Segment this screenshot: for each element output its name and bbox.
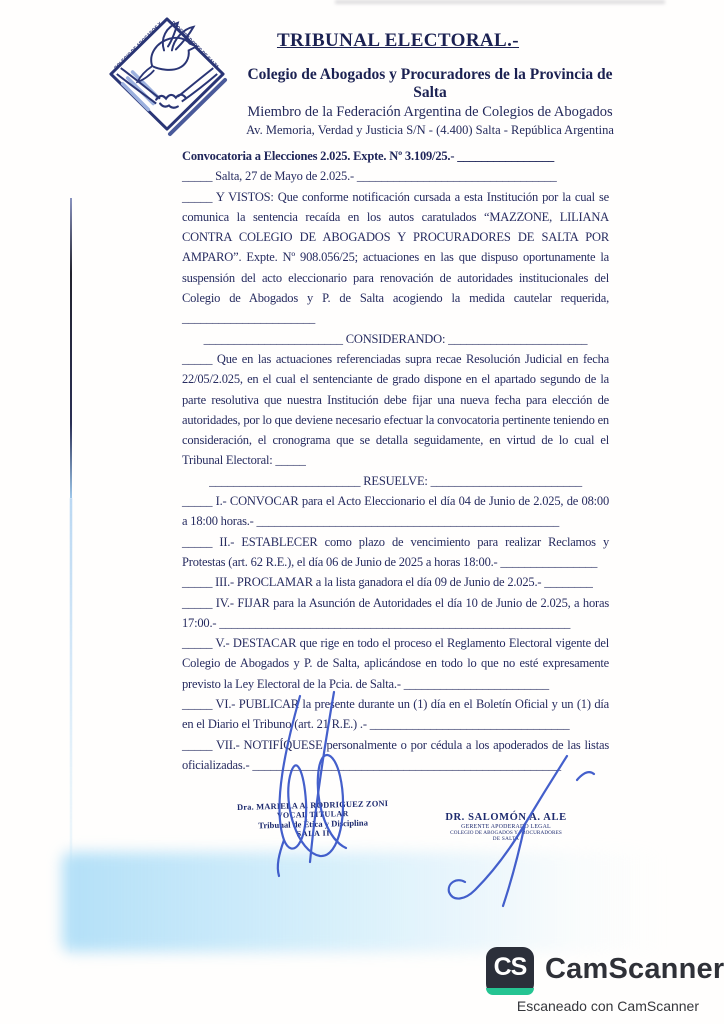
scan-light-wash-artifact xyxy=(62,852,662,952)
stamp-left-name: Dra. MARIELA A. RODRIGUEZ ZONI xyxy=(236,799,389,812)
paragraph-date-line: _____ Salta, 27 de Mayo de 2.025.- _________________________________ xyxy=(182,169,557,184)
stamp-right xyxy=(426,812,586,842)
resolution-item-1: _____ I.- CONVOCAR para el Acto Eleccionario el día 04 de Junio de 2.025, de 08:00 a 18:00 horas.- __________________________________________________ xyxy=(182,494,609,529)
paragraph-considerando: _____ Que en las actuaciones referenciadas supra recae Resolución Judicial en fecha 22/05/2.025, en el cual el sentenciante de grado dispone en el apartado segundo de la parte resolutiva que nuestra Institución debe fijar una nueva fecha para elección de autoridades, por lo que deviene necesario efectuar la convocatoria pertinente teniendo en consideración, el cronograma que se detalla seguidamente, en virtud de lo cual el Tribunal Electoral: _____ xyxy=(182,351,609,468)
logo-arc-text-right: PROCURADORES DE SALTA xyxy=(169,20,221,72)
document-body xyxy=(182,146,609,775)
handshake-hands-icon xyxy=(156,95,186,108)
heading-resuelve: _________________________ RESUELVE: _________________________ xyxy=(209,473,582,488)
scan-fold-line-artifact xyxy=(70,198,72,498)
stamp-left-body: Tribunal de Ética y Disciplina xyxy=(258,817,369,831)
stamp-left-role: VOCAL TITULAR xyxy=(276,809,349,820)
resolution-item-5: _____ V.- DESTACAR que rige en todo el proceso el Reglamento Electoral vigente del Colegio de Abogados y P. de Salta, aplicándose en todo lo que no esté expresamente previsto la Ley Electoral de la Pcia. de Salta.- ________________________ xyxy=(182,636,609,691)
heading-considerando: _______________________ CONSIDERANDO: _______________________ xyxy=(203,331,588,346)
document-title: TRIBUNAL ELECTORAL.- xyxy=(276,30,520,51)
stamp-left xyxy=(224,799,403,841)
paragraph-convocatoria: Convocatoria a Elecciones 2.025. Expte. Nº 3.109/25.- ________________ xyxy=(182,149,555,163)
organization-name: Colegio de Abogados y Procuradores de la Provincia de Salta xyxy=(247,66,613,101)
stamp-left-sala: SALA II xyxy=(296,828,331,839)
federation-membership: Miembro de la Federación Argentina de Colegios de Abogados xyxy=(247,104,613,120)
camscanner-logo-text: CS xyxy=(493,953,527,981)
camscanner-caption: Escaneado con CamScanner xyxy=(516,998,699,1014)
stamp-right-role: GERENTE APODERADO LEGAL xyxy=(461,824,551,830)
camscanner-brand: CamScanner xyxy=(545,953,724,985)
organization-address: Av. Memoria, Verdad y Justicia S/N - (4.400) Salta - República Argentina xyxy=(246,123,614,137)
stamp-right-org: COLEGIO DE ABOGADOS Y PROCURADORES xyxy=(450,830,562,836)
letterhead xyxy=(238,30,622,138)
camscanner-logo-green-bar xyxy=(486,988,534,995)
resolution-item-6: _____ VI.- PUBLICAR la presente durante un (1) día en el Boletín Oficial y un (1) día en el Diario el Tribuno (art. 21 R.E.) .- _________________________________ xyxy=(182,697,609,732)
paragraph-y-vistos: _____ Y VISTOS: Que conforme notificación cursada a esta Institución por la cual se comunica la sentencia recaída en los autos caratulados “MAZZONE, LILIANA CONTRA COLEGIO DE ABOGADOS Y PROCURADORES DE SALTA POR AMPARO”. Expte. Nº 908.056/25; actuaciones en las que dispuso oportunamente la suspensión del acto eleccionario para renovación de autoridades institucionales del Colegio de Abogados y P. de Salta acogiendo la medida cautelar requerida, ______________________ xyxy=(182,189,609,326)
resolution-item-3: _____ III.- PROCLAMAR a la lista ganadora el día 09 de Junio de 2.025.- ________ xyxy=(182,575,593,590)
resolution-item-2: _____ II.- ESTABLECER como plazo de vencimiento para realizar Reclamos y Protestas (art. 62 R.E.), el día 06 de Junio de 2025 a horas 18:00.- ________________ xyxy=(182,534,609,569)
scan-smudge-artifact xyxy=(335,0,665,4)
stamp-right-name: DR. SALOMÓN A. ALE xyxy=(445,812,567,823)
stamp-right-org2: DE SALTA xyxy=(492,836,520,842)
logo-arc-text-left: COLEGIO DE ABOGADOS Y xyxy=(113,21,165,72)
resolution-item-4: _____ IV.- FIJAR para la Asunción de Autoridades el día 10 de Junio de 2.025, a horas 17:00.- __________________________________________________________ xyxy=(182,595,609,630)
camscanner-logo xyxy=(486,947,534,995)
dove-tail-icon xyxy=(137,66,154,82)
resolution-item-7: _____ VII.- NOTIFÍQUESE personalmente o por cédula a los apoderados de las listas oficializadas.- ___________________________________________________ xyxy=(182,737,609,772)
